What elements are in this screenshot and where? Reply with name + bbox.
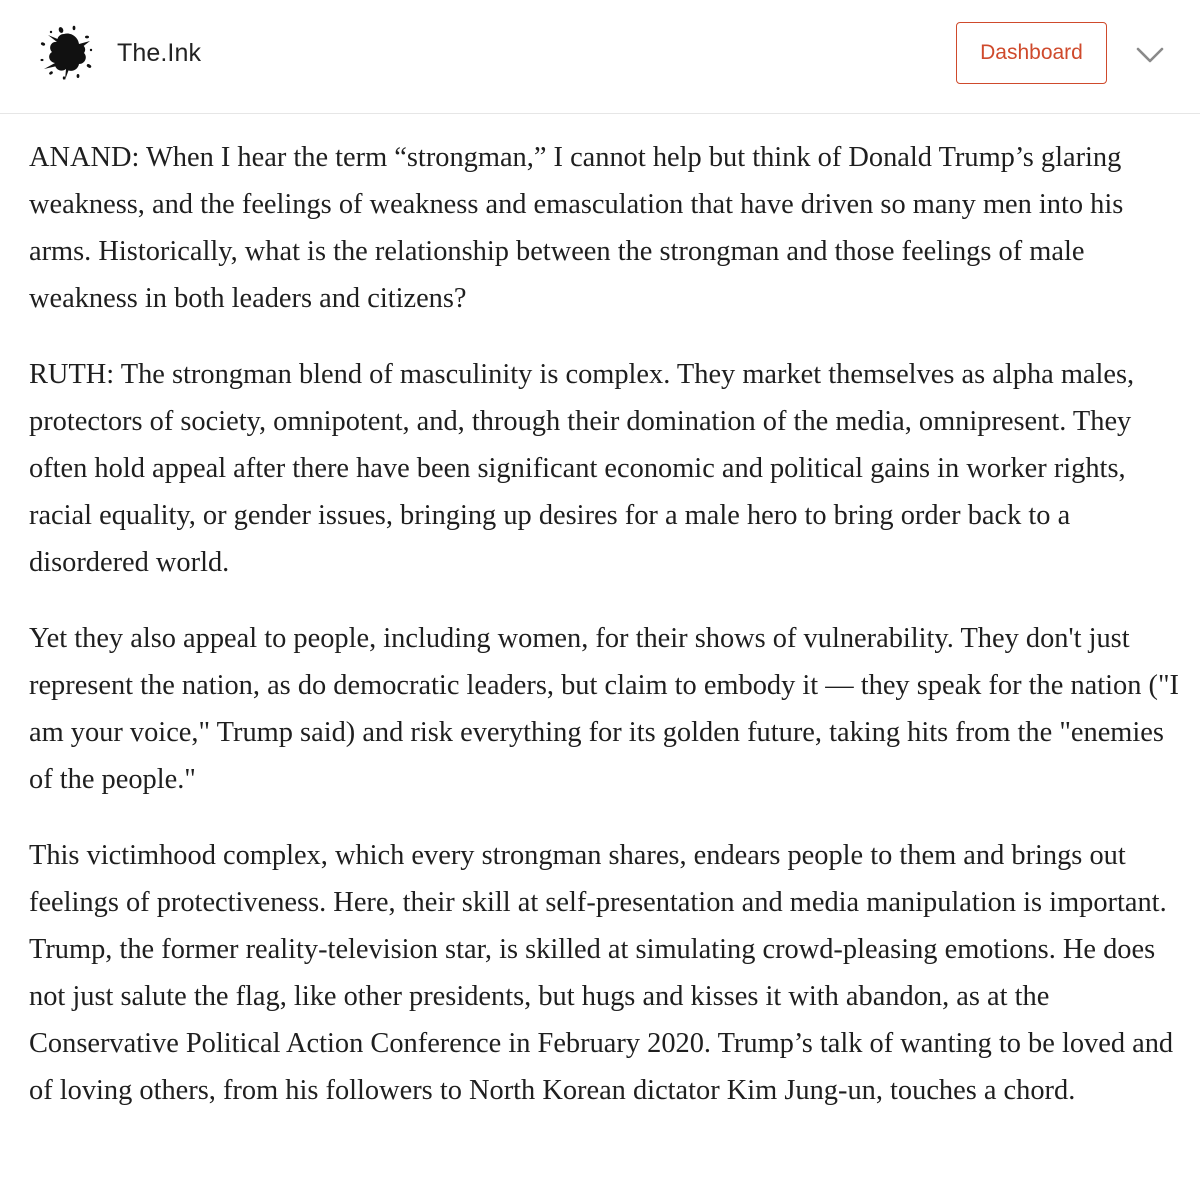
article-paragraph: ANAND: When I hear the term “strongman,” I cannot help but think of Donald Trump’s glaring weakness, and the feelings of weakness and emasculation that have driven so many men into his arms. Historically, what is the relationship between the strongman and those feelings of male weakness in both leaders and citizens?	[29, 142, 1124, 314]
chevron-down-icon[interactable]	[1133, 40, 1167, 70]
article-paragraph: RUTH: The strongman blend of masculinity is complex. They market themselves as alpha males, protectors of society, omnipotent, and, through their domination of the media, omnipresent. They often hold appeal after there have been significant economic and political gains in worker rights, racial equality, or gender issues, bringing up desires for a male hero to bring order back to a disordered world.	[29, 359, 1135, 578]
article-paragraph: Yet they also appeal to people, including women, for their shows of vulnerability. They don't just represent the nation, as do democratic leaders, but claim to embody it — they speak for the nation ("I am your voice," Trump said) and risk everything for its golden future, taking hits from the "enemies of the people."	[29, 623, 1180, 795]
ink-splat-icon[interactable]	[34, 20, 98, 84]
top-navigation-bar	[0, 0, 1200, 114]
site-brand-name[interactable]: The.Ink	[117, 39, 202, 67]
article-paragraph: This victimhood complex, which every strongman shares, endears people to them and brings out feelings of protectiveness. Here, their skill at self-presentation and media manipulation is important. Trump, the former reality-television star, is skilled at simulating crowd-pleasing emotions. He does not just salute the flag, like other presidents, but hugs and kisses it with abandon, as at the Conservative Political Action Conference in February 2020. Trump’s talk of wanting to be loved and of loving others, from his followers to North Korean dictator Kim Jung-un, touches a chord.	[29, 840, 1174, 1106]
article-body	[29, 134, 1179, 1143]
dashboard-button[interactable]: Dashboard	[956, 22, 1107, 84]
